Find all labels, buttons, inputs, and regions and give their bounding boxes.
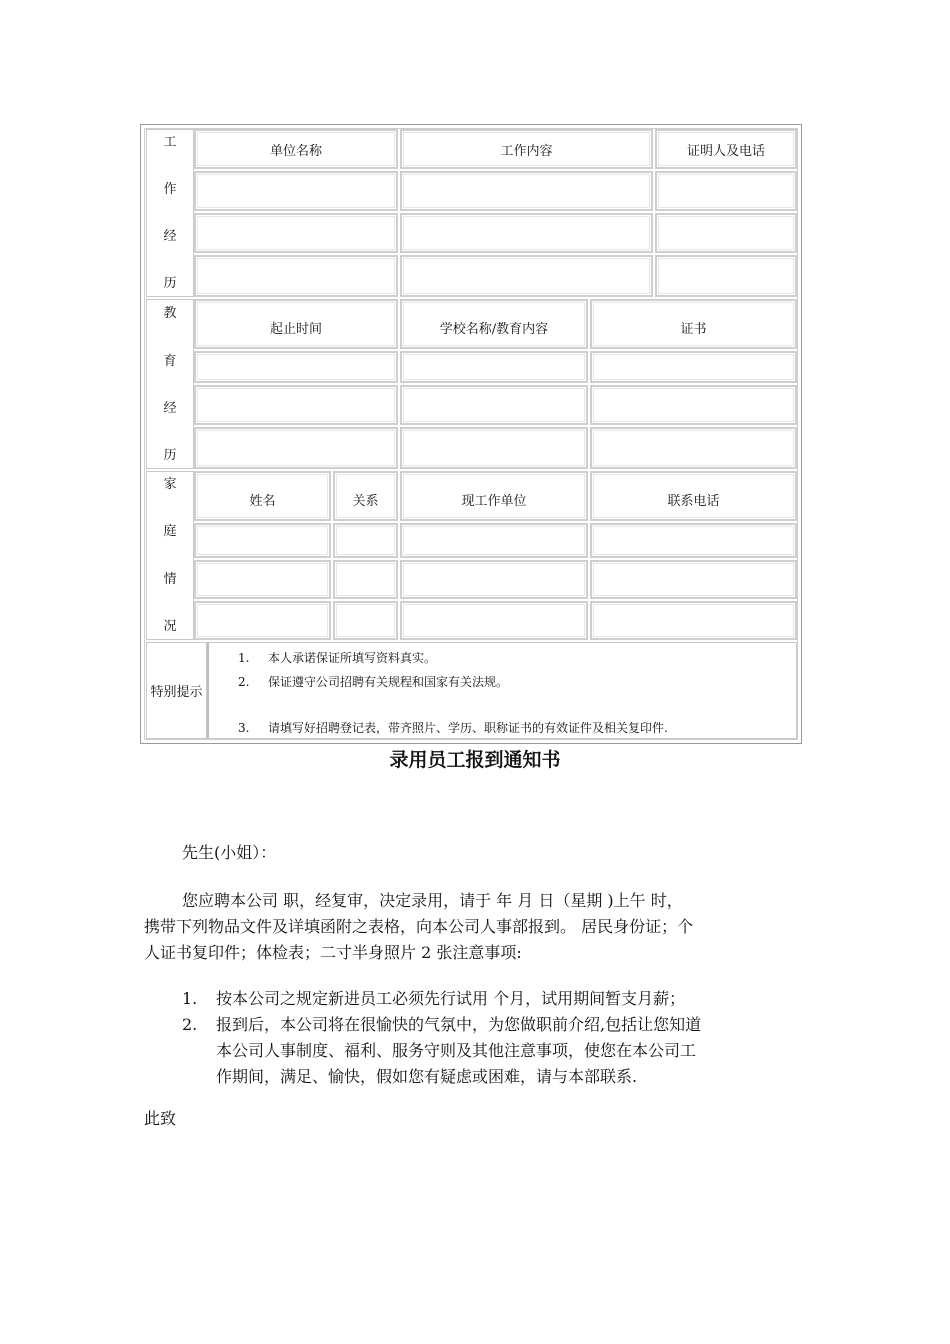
education-cell[interactable] — [400, 385, 588, 425]
note-text: 请填写好招聘登记表，带齐照片、学历、职称证书的有效证件及相关复印件. — [268, 721, 668, 735]
label-char: 历 — [163, 276, 177, 291]
notice-title: 录用员工报到通知书 — [389, 749, 561, 771]
education-cell[interactable] — [590, 351, 797, 383]
education-cell[interactable] — [194, 351, 398, 383]
family-cell[interactable] — [590, 523, 797, 558]
label-char: 工 — [163, 135, 177, 150]
education-cell[interactable] — [194, 385, 398, 425]
family-cell[interactable] — [194, 601, 331, 640]
family-cell[interactable] — [400, 560, 588, 599]
note-item — [238, 719, 668, 736]
family-cell[interactable] — [194, 523, 331, 558]
note-number: 3. — [238, 721, 250, 735]
education-cell[interactable] — [590, 385, 797, 425]
family-cell[interactable] — [400, 601, 588, 640]
label-char: 经 — [163, 401, 177, 416]
education-header-period: 起止时间 — [194, 299, 398, 349]
note-number: 1. — [238, 651, 250, 665]
label-char: 庭 — [163, 524, 177, 539]
work-cell[interactable] — [400, 213, 653, 253]
item-line: 按本公司之规定新进员工必须先行试用 个月，试用期间暂支月薪； — [216, 989, 686, 1008]
family-header-phone: 联系电话 — [590, 471, 797, 521]
body-line: 您应聘本公司 职，经复审，决定录用，请于 年 月 日（星期 )上午 时， — [182, 891, 683, 910]
notes-box — [207, 642, 797, 739]
family-cell[interactable] — [590, 560, 797, 599]
note-number: 2. — [238, 675, 250, 689]
work-cell[interactable] — [655, 171, 797, 211]
work-section-label — [146, 129, 194, 297]
note-item — [238, 673, 508, 690]
family-cell[interactable] — [333, 601, 398, 640]
note-text: 保证遵守公司招聘有关规程和国家有关法规。 — [268, 675, 509, 689]
label-char: 历 — [163, 448, 177, 463]
label-char: 经 — [163, 229, 177, 244]
work-cell[interactable] — [655, 213, 797, 253]
work-header-company: 单位名称 — [194, 129, 398, 169]
education-cell[interactable] — [194, 427, 398, 469]
family-cell[interactable] — [194, 560, 331, 599]
item-number: 1. — [182, 989, 198, 1008]
body-line: 人证书复印件；体检表；二寸半身照片 2 张注意事项: — [144, 943, 522, 962]
work-cell[interactable] — [400, 171, 653, 211]
education-cell[interactable] — [400, 427, 588, 469]
item-line: 作期间，满足、愉快，假如您有疑虑或困难，请与本部联系. — [216, 1067, 638, 1086]
label-char: 家 — [163, 477, 177, 492]
notice-item-1 — [182, 986, 822, 1012]
work-cell[interactable] — [194, 213, 398, 253]
work-header-reference: 证明人及电话 — [655, 129, 797, 169]
salutation: 先生(小姐）： — [182, 843, 277, 862]
label-char: 育 — [163, 354, 177, 369]
notes-label: 特别提示 — [150, 685, 203, 700]
label-char: 情 — [163, 572, 177, 587]
education-header-certificate: 证书 — [590, 299, 797, 349]
work-cell[interactable] — [655, 255, 797, 297]
body-line: 携带下列物品文件及详填函附之表格，向本公司人事部报到。 居民身份证；个 — [144, 917, 694, 936]
item-line: 本公司人事制度、福利、服务守则及其他注意事项，使您在本公司工 — [216, 1041, 697, 1060]
notes-section-label — [146, 642, 207, 739]
family-cell[interactable] — [333, 523, 398, 558]
education-cell[interactable] — [400, 351, 588, 383]
family-cell[interactable] — [333, 560, 398, 599]
label-char: 教 — [163, 306, 177, 321]
family-cell[interactable] — [400, 523, 588, 558]
education-cell[interactable] — [590, 427, 797, 469]
family-cell[interactable] — [590, 601, 797, 640]
notice-item-2 — [182, 1012, 822, 1090]
work-cell[interactable] — [400, 255, 653, 297]
closing: 此致 — [144, 1109, 177, 1128]
education-section-label — [146, 299, 194, 469]
item-line: 报到后，本公司将在很愉快的气氛中，为您做职前介绍,包括让您知道 — [216, 1015, 702, 1034]
family-header-relation: 关系 — [333, 471, 398, 521]
family-header-employer: 现工作单位 — [400, 471, 588, 521]
label-char: 作 — [163, 182, 177, 197]
work-cell[interactable] — [194, 171, 398, 211]
family-section-label — [146, 471, 194, 640]
work-cell[interactable] — [194, 255, 398, 297]
family-header-name: 姓名 — [194, 471, 331, 521]
work-header-duties: 工作内容 — [400, 129, 653, 169]
item-number: 2. — [182, 1015, 198, 1034]
education-header-school: 学校名称/教育内容 — [400, 299, 588, 349]
note-item — [238, 649, 436, 666]
note-text: 本人承诺保证所填写资料真实。 — [268, 651, 437, 665]
label-char: 况 — [163, 619, 177, 634]
